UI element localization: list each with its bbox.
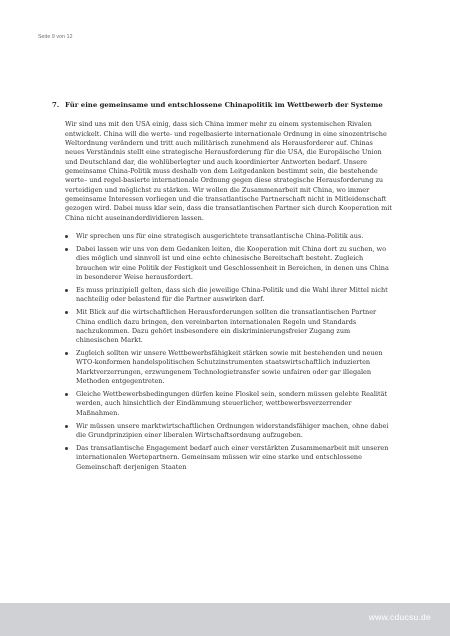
- section-title: Für eine gemeinsame und entschlossene Chinapolitik im Wettbewerb der Systeme: [65, 101, 383, 109]
- bullet-point-icon: [65, 447, 68, 450]
- bullet-point-icon: [65, 352, 68, 355]
- bullet-item: [65, 422, 394, 441]
- bullet-point-icon: [65, 393, 68, 396]
- bullet-item: [65, 245, 394, 282]
- section-heading: [52, 101, 394, 110]
- bullet-item: [65, 286, 394, 305]
- bullet-point-icon: [65, 248, 68, 251]
- bullet-item: [65, 390, 394, 418]
- section-7: [52, 101, 394, 476]
- bullet-item: [65, 349, 394, 386]
- intro-paragraph: Wir sind uns mit den USA einig, dass sich China immer mehr zu einem systemischen Rivalen entwickelt. China will die werte- und regelbasierte internationale Ordnung in eine sinozentrische Weltordnung verändern und tritt auch militärisch zunehmend als Herausforderer auf. Chinas neues Verständnis stellt eine strategische Herausforderung für die USA, die Europäische Union und Deutschland dar, die wohlüberlegter und auch koordinierter Antworten bedarf. Unsere gemeinsame China-Politik muss deshalb von dem Leitgedanken bestimmt sein, die bestehende werte– und regel-basierte internationale Ordnung gegen diese strategische Herausforderung zu verteidigen und möglichst zu stärken. Wir wollen die Zusammenarbeit mit China, wo immer gemeinsame Interessen vorliegen und die transatlantische Partnerschaft nicht in Mitleidenschaft gezogen wird. Dabei muss klar sein, dass die transatlantischen Partner sich durch Kooperation mit China nicht auseinanderdividieren lassen.: [65, 120, 392, 222]
- bullet-text: Mit Blick auf die wirtschaftlichen Herausforderungen sollten die transatlantischen Partner China endlich dazu bringen, den vereinbarten internationalen Regeln und Standards nachzukommen. Dazu gehört insbesondere ein diskriminierungsfreier Zugang zum chinesischen Markt.: [76, 308, 377, 345]
- bullet-text: Wir sprechen uns für eine strategisch ausgerichtete transatlantische China-Politik aus.: [76, 231, 364, 240]
- footer-band: [0, 603, 450, 636]
- footer-url[interactable]: www.cducsu.de: [368, 612, 431, 622]
- bullet-item: [65, 444, 394, 472]
- bullet-point-icon: [65, 311, 68, 314]
- section-number: 7.: [52, 101, 60, 109]
- bullet-list: [65, 232, 394, 472]
- bullet-point-icon: [65, 425, 68, 428]
- bullet-text: Das transatlantische Engagement bedarf auch einer verstärkten Zusammenarbeit mit unseren internationalen Wertepartnern. Gemeinsam müssen wir eine starke und entschlossene Gemeinschaft derjenigen Staaten: [76, 444, 389, 471]
- bullet-point-icon: [65, 289, 68, 292]
- bullet-text: Dabei lassen wir uns von dem Gedanken leiten, die Kooperation mit China dort zu suchen, wo dies möglich und sinnvoll ist und eine echte chinesische Bereitschaft besteht. Zugleich brauchen wir eine Politik der Festigkeit und Geschlossenheit in Bereichen, in denen uns China in besonderer Weise herausfordert.: [76, 244, 389, 281]
- bullet-point-icon: [65, 235, 68, 238]
- bullet-item: [65, 308, 394, 345]
- page-number: Seite 9 von 12: [38, 34, 73, 40]
- bullet-text: Wir müssen unsere marktwirtschaftlichen Ordnungen widerstandsfähiger machen, ohne dabei die Grundprinzipien einer liberalen Wirtschaftsordnung aufzugeben.: [76, 421, 389, 440]
- bullet-text: Es muss prinzipiell gelten, dass sich die jeweilige China-Politik und die Wahl ihrer Mittel nicht nachteilig oder belastend für die Partner auswirken darf.: [76, 285, 388, 304]
- bullet-item: [65, 232, 394, 241]
- bullet-text: Gleiche Wettbewerbsbedingungen dürfen keine Floskel sein, sondern müssen gelebte Realität werden, auch hinsichtlich der Eindämmung steuerlicher, wettbewerbsverzerrender Maßnahmen.: [76, 390, 388, 417]
- bullet-text: Zugleich sollten wir unsere Wettbewerbsfähigkeit stärken sowie mit bestehenden und neuen WTO-konformen handelspolitischen Schutzinstrumenten staatswirtschaftlich induzierten Marktverzerrungen, erzwungenem Technologietransfer sowie unfairen oder gar illegalen Methoden entgegentreten.: [76, 349, 383, 386]
